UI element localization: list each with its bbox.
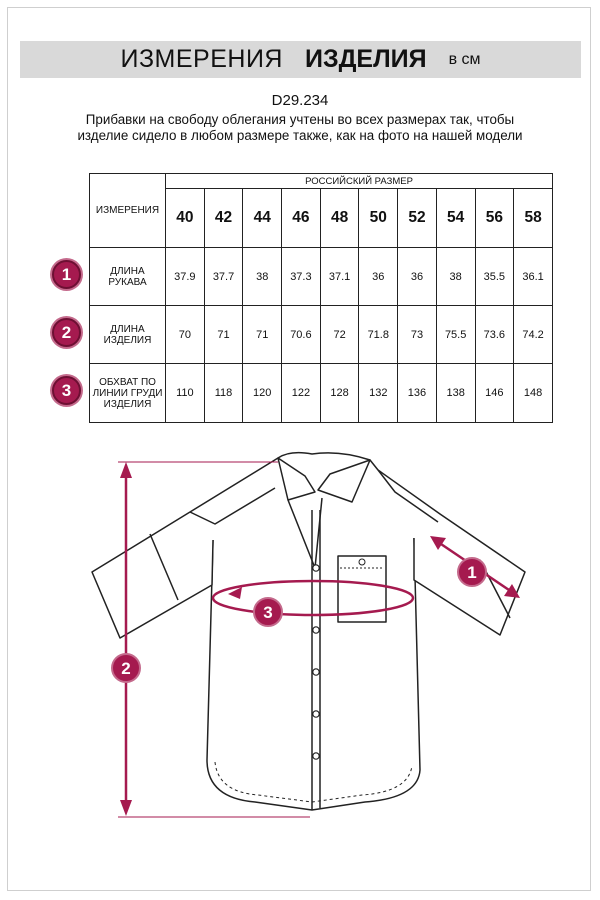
row-number-badge: 1: [52, 260, 81, 289]
table-cell: 73: [398, 306, 437, 364]
shirt-outline: [92, 453, 525, 810]
table-cell: 71: [243, 306, 282, 364]
table-cell: 35.5: [475, 248, 514, 306]
table-cell: 136: [398, 364, 437, 423]
table-cell: 70: [166, 306, 205, 364]
size-header: 54: [436, 189, 475, 248]
table-cell: 37.3: [282, 248, 321, 306]
table-cell: 37.1: [320, 248, 359, 306]
table-cell: 36: [398, 248, 437, 306]
fit-note: Прибавки на свободу облегания учтены во всех размерах так, чтобы изделие сидело в любом размере также, как на фото на нашей модели: [77, 112, 523, 143]
table-cell: 122: [282, 364, 321, 423]
size-header: 48: [320, 189, 359, 248]
table-row: [90, 248, 553, 306]
table-cell: 146: [475, 364, 514, 423]
table-cell: 118: [204, 364, 243, 423]
table-cell: 37.9: [166, 248, 205, 306]
table-cell: 75.5: [436, 306, 475, 364]
table-cell: 38: [436, 248, 475, 306]
size-header: 56: [475, 189, 514, 248]
size-header: 40: [166, 189, 205, 248]
table-cell: 36: [359, 248, 398, 306]
table-row: [90, 306, 553, 364]
table-cell: 74.2: [514, 306, 553, 364]
size-table: [89, 173, 553, 423]
table-cell: 132: [359, 364, 398, 423]
table-cell: 73.6: [475, 306, 514, 364]
header-bar: [20, 41, 581, 78]
size-header: 50: [359, 189, 398, 248]
table-cell: 120: [243, 364, 282, 423]
size-header: 46: [282, 189, 321, 248]
table-cell: 36.1: [514, 248, 553, 306]
size-header: 44: [243, 189, 282, 248]
table-cell: 110: [166, 364, 205, 423]
table-cell: 37.7: [204, 248, 243, 306]
header-unit: в см: [448, 50, 481, 68]
table-cell: 71: [204, 306, 243, 364]
row-label-length: ДЛИНА ИЗДЕЛИЯ: [90, 306, 166, 364]
table-cell: 148: [514, 364, 553, 423]
shirt-diagram: [0, 440, 600, 840]
size-header: 42: [204, 189, 243, 248]
table-cell: 128: [320, 364, 359, 423]
marker-sleeve: 1: [467, 563, 477, 582]
table-cell: 38: [243, 248, 282, 306]
row-label-sleeve: ДЛИНА РУКАВА: [90, 248, 166, 306]
size-header: 58: [514, 189, 553, 248]
size-group-header: РОССИЙСКИЙ РАЗМЕР: [166, 174, 553, 189]
table-row: [90, 364, 553, 423]
table-cell: 72: [320, 306, 359, 364]
row-label-chest: ОБХВАТ ПО ЛИНИИ ГРУДИ ИЗДЕЛИЯ: [90, 364, 166, 423]
size-header: 52: [398, 189, 437, 248]
marker-chest: 3: [263, 603, 273, 622]
marker-length: 2: [121, 659, 131, 678]
row-number-badge: 2: [52, 318, 81, 347]
header-word-measurements: ИЗМЕРЕНИЯ: [120, 45, 283, 73]
header-word-item: ИЗДЕЛИЯ: [304, 45, 427, 73]
table-cell: 138: [436, 364, 475, 423]
article-code: D29.234: [271, 92, 329, 109]
table-cell: 70.6: [282, 306, 321, 364]
measurements-header: ИЗМЕРЕНИЯ: [90, 174, 166, 248]
table-cell: 71.8: [359, 306, 398, 364]
row-number-badge: 3: [52, 376, 81, 405]
